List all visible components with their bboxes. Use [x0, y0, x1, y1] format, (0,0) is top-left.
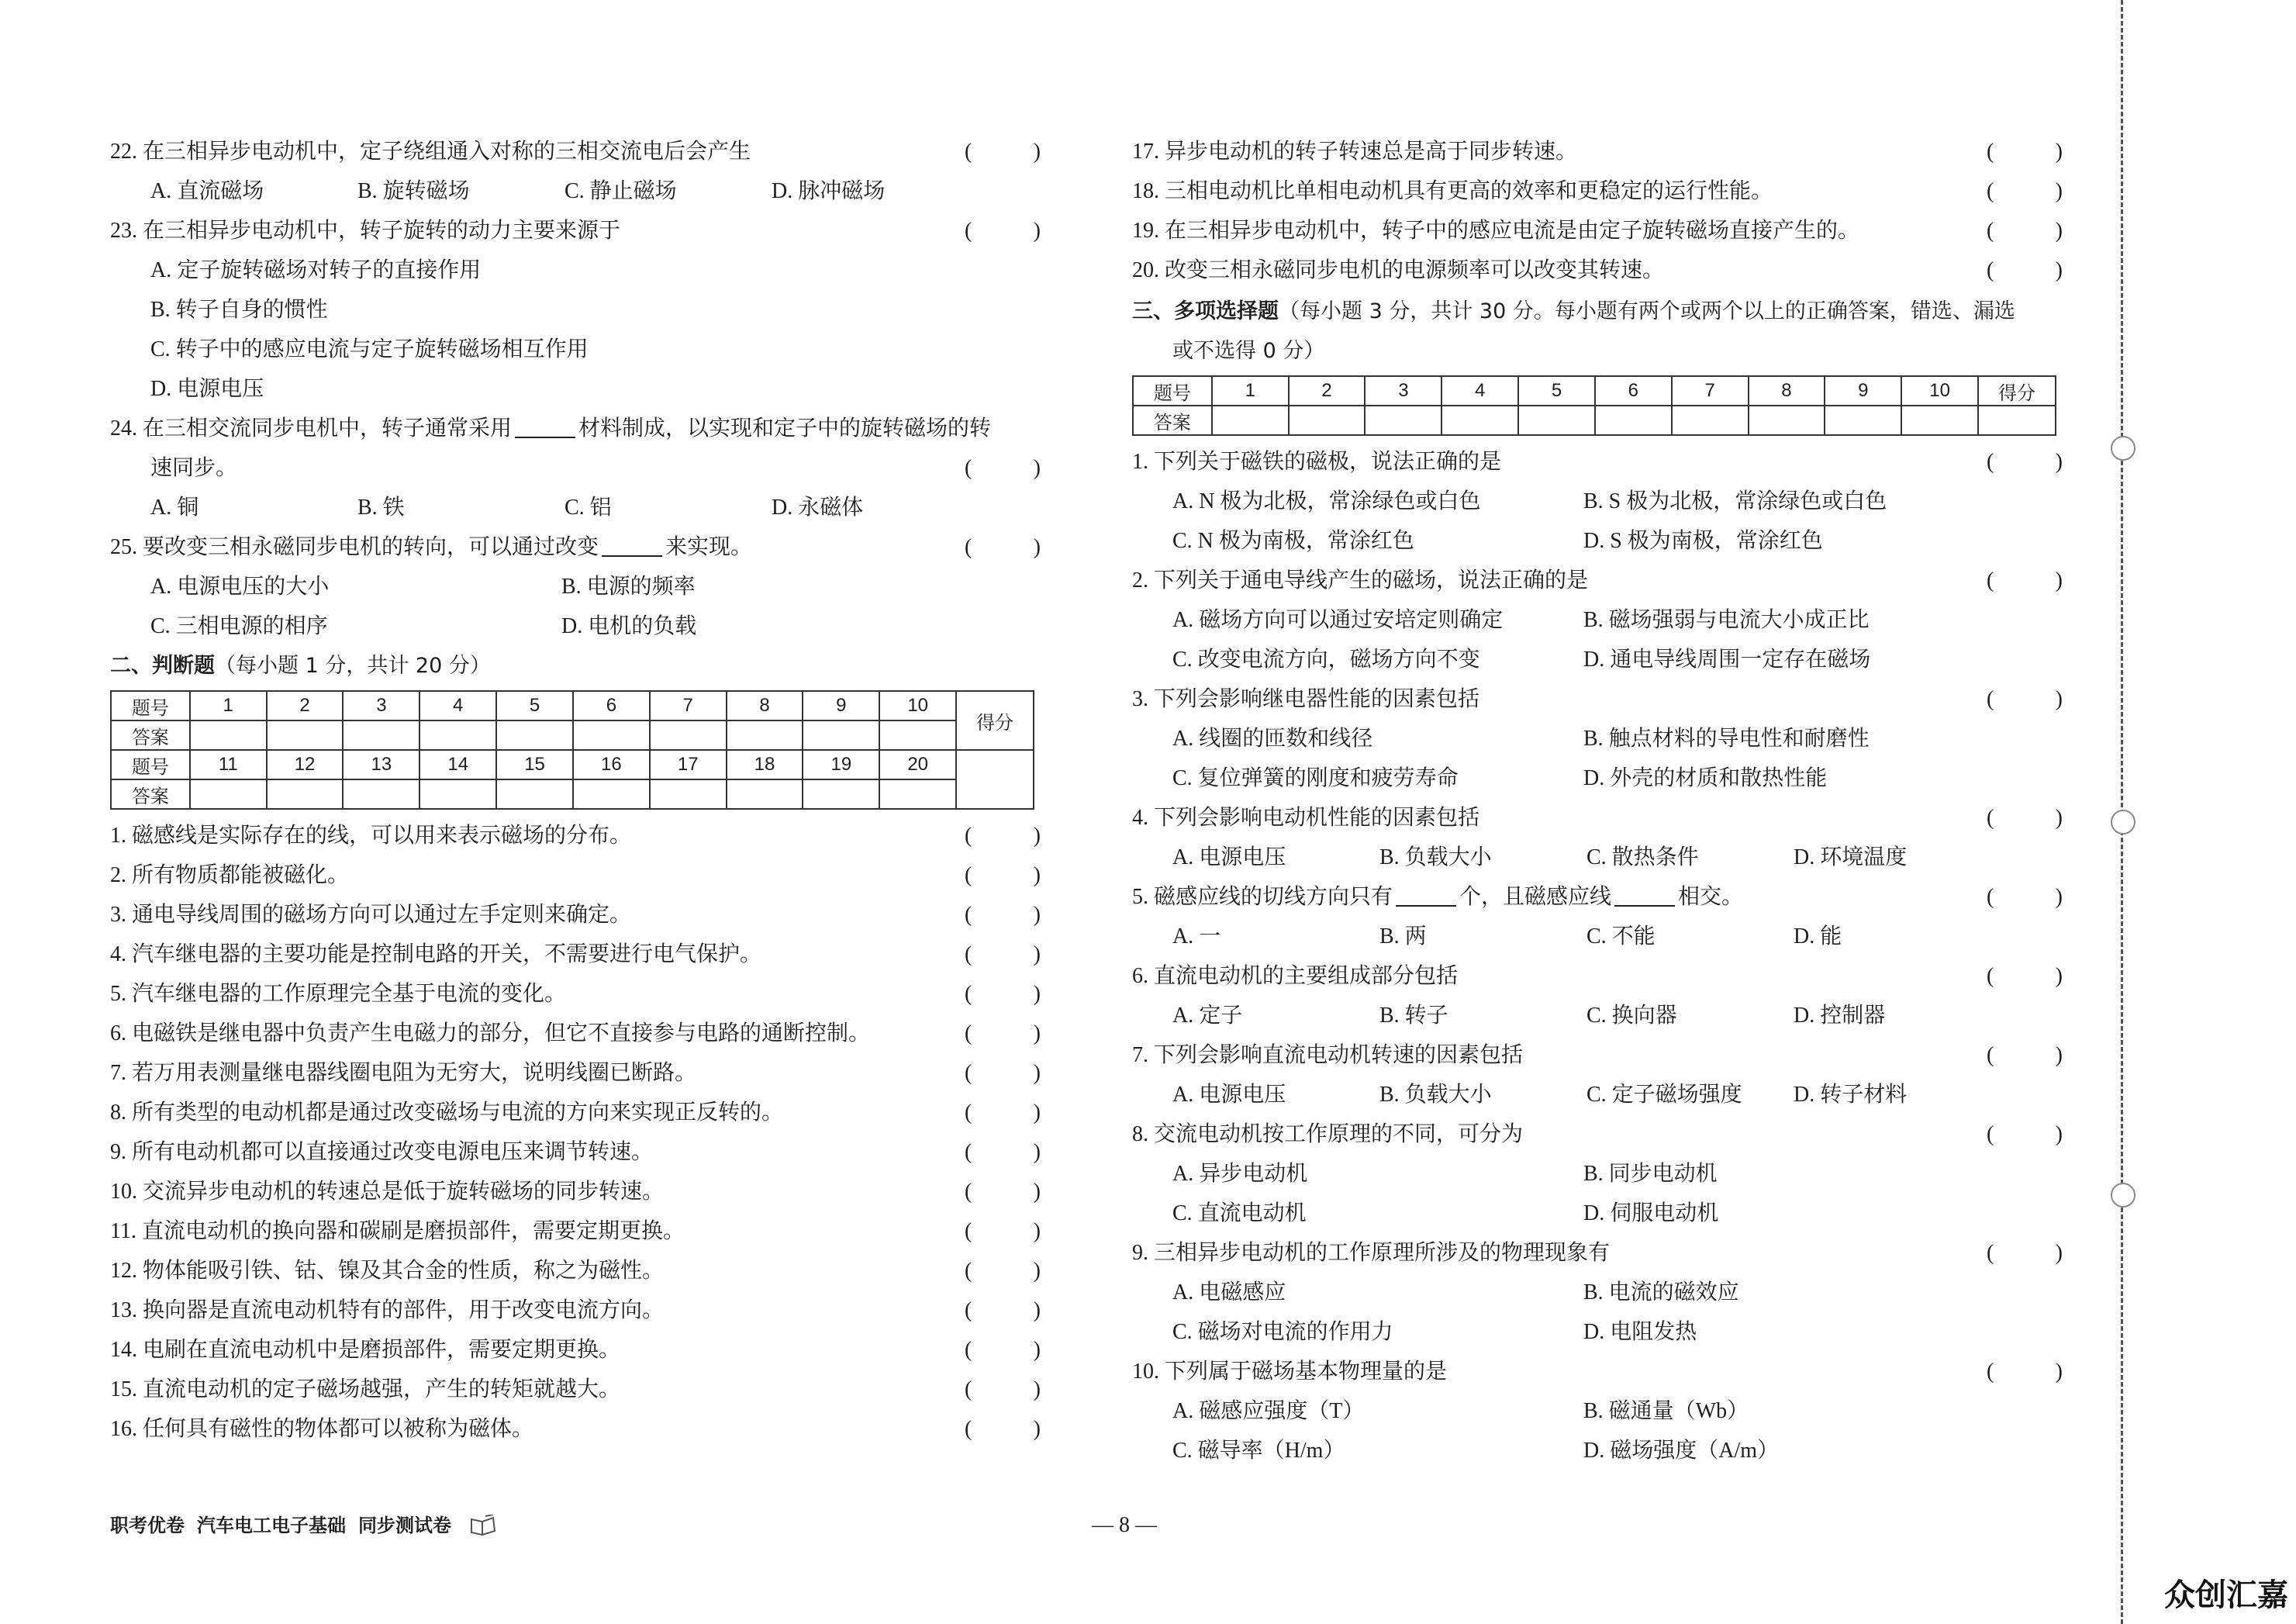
statement-text: 10. 交流异步电动机的转速总是低于旋转磁场的同步转速。 — [110, 1180, 665, 1204]
statement-text: 6. 电磁铁是继电器中负责产生电磁力的部分，但它不直接参与电路的通断控制。 — [110, 1021, 871, 1045]
option: C. 不能 — [1586, 924, 1656, 948]
option: C. 复位弹簧的刚度和疲劳寿命 — [1172, 766, 1459, 790]
statement-text: 4. 汽车继电器的主要功能是控制电路的开关，不需要进行电气保护。 — [110, 942, 762, 966]
footer-series: 职考优卷 — [110, 1515, 185, 1536]
option: C. 换向器 — [1586, 1004, 1677, 1028]
answer-cell[interactable] — [419, 779, 496, 809]
true-false-item: 8. 所有类型的电动机都是通过改变磁场与电流的方向来实现正反转的。 ( ) — [110, 1101, 1041, 1125]
true-false-item: 14. 电刷在直流电动机中是磨损部件，需要定期更换。 ( ) — [110, 1338, 1041, 1362]
section-heading-line2: 或不选得 0 分） — [1172, 339, 1325, 363]
option: C. 三相电源的相序 — [150, 614, 328, 638]
fill-blank[interactable] — [1614, 882, 1675, 907]
true-false-item: 1. 磁感线是实际存在的线，可以用来表示磁场的分布。 ( ) — [110, 824, 1041, 848]
statement-text: 5. 汽车继电器的工作原理完全基于电流的变化。 — [110, 982, 567, 1006]
option: B. 电流的磁效应 — [1583, 1280, 1739, 1304]
mc-question-8: 8. 交流电动机按工作原理的不同，可分为 ( ) — [1132, 1122, 2063, 1146]
answer-cell[interactable] — [1901, 406, 1978, 435]
option: A. 铜 — [150, 496, 199, 520]
true-false-item: 7. 若万用表测量继电器线圈电阻为无穷大，说明线圈已断路。 ( ) — [110, 1061, 1041, 1085]
table-label: 答案 — [111, 779, 190, 809]
mc-question-1: 1. 下列关于磁铁的磁极，说法正确的是 ( ) — [1132, 450, 2063, 474]
score-cell[interactable] — [956, 750, 1034, 809]
option: D. 转子材料 — [1794, 1083, 1908, 1107]
statement-text: 7. 若万用表测量继电器线圈电阻为无穷大，说明线圈已断路。 — [110, 1061, 697, 1085]
options-row — [1132, 600, 2063, 640]
option: B. 负载大小 — [1379, 845, 1492, 869]
option: A. N 极为北极，常涂绿色或白色 — [1172, 489, 1481, 513]
true-false-item: 11. 直流电动机的换向器和碳刷是磨损部件，需要定期更换。 ( ) — [110, 1219, 1041, 1243]
true-false-item: 2. 所有物质都能被磁化。 ( ) — [110, 863, 1041, 887]
option: B. 磁通量（Wb） — [1583, 1399, 1749, 1423]
true-false-item: 6. 电磁铁是继电器中负责产生电磁力的部分，但它不直接参与电路的通断控制。 ( ) — [110, 1021, 1041, 1045]
answer-cell[interactable] — [1365, 406, 1441, 435]
true-false-item: 17. 异步电动机的转子转速总是高于同步转速。 ( ) — [1132, 140, 2063, 164]
options-row — [1132, 758, 2063, 798]
option: A. 线圈的匝数和线径 — [1172, 727, 1373, 751]
mc-question-7: 7. 下列会影响直流电动机转速的因素包括 ( ) — [1132, 1043, 2063, 1067]
options-row — [1132, 1194, 2063, 1233]
option: D. 电机的负载 — [561, 614, 697, 638]
left-column — [110, 132, 1041, 1449]
true-false-answer-table: 题号 1 2 3 4 5 6 7 8 9 10 得分 答案 题号 11 12 13 14 15 16 17 18 19 20 答案 — [110, 690, 1034, 810]
question-23: 23. 在三相异步电动机中，转子旋转的动力主要来源于 ( ) — [110, 219, 1041, 243]
answer-cell[interactable] — [727, 779, 803, 809]
binding-mark-circle — [2111, 810, 2135, 834]
statement-text: 18. 三相电动机比单相电动机具有更高的效率和更稳定的运行性能。 — [1132, 179, 1773, 203]
statement-text: 11. 直流电动机的换向器和碳刷是磨损部件，需要定期更换。 — [110, 1219, 685, 1243]
option: D. 外壳的材质和散热性能 — [1583, 766, 1828, 790]
options-row — [1132, 1075, 2063, 1114]
option: A. 磁感应强度（T） — [1172, 1399, 1365, 1423]
options-row — [1132, 1391, 2063, 1431]
option: A. 一 — [1172, 924, 1221, 948]
footer-type: 同步测试卷 — [358, 1515, 451, 1536]
option: B. 转子 — [1379, 1004, 1448, 1028]
option: A. 电源电压 — [1172, 1083, 1286, 1107]
options-row — [1132, 640, 2063, 679]
true-false-item: 4. 汽车继电器的主要功能是控制电路的开关，不需要进行电气保护。 ( ) — [110, 942, 1041, 966]
option: B. 同步电动机 — [1583, 1162, 1718, 1186]
option: C. 转子中的感应电流与定子旋转磁场相互作用 — [150, 337, 589, 361]
option: D. 伺服电动机 — [1583, 1201, 1719, 1225]
answer-cell[interactable] — [343, 720, 419, 750]
option: D. 磁场强度（A/m） — [1583, 1439, 1780, 1463]
option: D. 环境温度 — [1794, 845, 1908, 869]
mc-question-4: 4. 下列会影响电动机性能的因素包括 ( ) — [1132, 806, 2063, 830]
fill-blank[interactable] — [602, 532, 662, 557]
answer-cell[interactable] — [1595, 406, 1672, 435]
answer-cell[interactable] — [727, 720, 803, 750]
statement-text: 19. 在三相异步电动机中，转子中的感应电流是由定子旋转磁场直接产生的。 — [1132, 219, 1860, 243]
statement-text: 16. 任何具有磁性的物体都可以被称为磁体。 — [110, 1417, 534, 1441]
options-row — [1132, 482, 2063, 521]
option: B. 旋转磁场 — [357, 179, 470, 203]
true-false-item: 19. 在三相异步电动机中，转子中的感应电流是由定子旋转磁场直接产生的。 ( ) — [1132, 219, 2063, 243]
options-row — [1132, 719, 2063, 758]
option: D. 控制器 — [1794, 1004, 1886, 1028]
answer-cell[interactable] — [573, 720, 650, 750]
question-text: 23. 在三相异步电动机中，转子旋转的动力主要来源于 — [110, 219, 621, 243]
option: A. 电源电压 — [1172, 845, 1286, 869]
answer-cell[interactable] — [496, 720, 573, 750]
option: B. 铁 — [357, 496, 405, 520]
footer-subject: 汽车电工电子基础 — [197, 1515, 346, 1536]
option: A. 异步电动机 — [1172, 1162, 1308, 1186]
answer-cell[interactable] — [496, 779, 573, 809]
true-false-item: 5. 汽车继电器的工作原理完全基于电流的变化。 ( ) — [110, 982, 1041, 1006]
options-row — [1132, 1273, 2063, 1312]
score-cell[interactable] — [1978, 406, 2056, 435]
right-column — [1132, 132, 2063, 1470]
options-row — [110, 171, 1041, 211]
option: C. 散热条件 — [1586, 845, 1699, 869]
options-row — [110, 488, 1041, 527]
true-false-item: 13. 换向器是直流电动机特有的部件，用于改变电流方向。 ( ) — [110, 1298, 1041, 1322]
answer-cell[interactable] — [1212, 406, 1289, 435]
statement-text: 9. 所有电动机都可以直接通过改变电源电压来调节转速。 — [110, 1140, 654, 1164]
true-false-list-continued — [1132, 132, 2063, 290]
option: B. 触点材料的导电性和耐磨性 — [1583, 727, 1870, 751]
statement-text: 13. 换向器是直流电动机特有的部件，用于改变电流方向。 — [110, 1298, 665, 1322]
answer-cell[interactable] — [650, 720, 727, 750]
table-label: 答案 — [111, 720, 190, 750]
statement-text: 20. 改变三相永磁同步电机的电源频率可以改变其转速。 — [1132, 258, 1665, 282]
option: D. 通电导线周围一定存在磁场 — [1583, 648, 1871, 672]
answer-cell[interactable] — [1672, 406, 1749, 435]
option: C. 磁场对电流的作用力 — [1172, 1320, 1393, 1344]
options-row — [1132, 521, 2063, 561]
statement-text: 2. 所有物质都能被磁化。 — [110, 863, 350, 887]
option: B. 负载大小 — [1379, 1083, 1492, 1107]
statement-text: 17. 异步电动机的转子转速总是高于同步转速。 — [1132, 140, 1578, 164]
answer-cell[interactable] — [803, 720, 879, 750]
question-text: 22. 在三相异步电动机中，定子绕组通入对称的三相交流电后会产生 — [110, 140, 751, 164]
options-row — [1132, 996, 2063, 1035]
answer-cell[interactable] — [1289, 406, 1366, 435]
option: B. 两 — [1379, 924, 1427, 948]
true-false-item: 10. 交流异步电动机的转速总是低于旋转磁场的同步转速。 ( ) — [110, 1180, 1041, 1204]
true-false-item: 20. 改变三相永磁同步电机的电源频率可以改变其转速。 ( ) — [1132, 258, 2063, 282]
mc-question-9: 9. 三相异步电动机的工作原理所涉及的物理现象有 ( ) — [1132, 1241, 2063, 1265]
mc-question-2: 2. 下列关于通电导线产生的磁场，说法正确的是 ( ) — [1132, 568, 2063, 593]
option: A. 直流磁场 — [150, 179, 264, 203]
binding-mark-circle — [2111, 1183, 2135, 1208]
options-row — [1132, 1431, 2063, 1470]
watermark-logo: 众创汇嘉 — [2164, 1577, 2288, 1613]
score-label: 得分 — [1978, 376, 2056, 406]
book-icon — [470, 1515, 496, 1536]
section-heading-multiple-choice: 三、多项选择题（每小题 3 分，共计 30 分。每小题有两个或两个以上的正确答案，错选、漏选 — [1132, 299, 2015, 323]
question-25: 25. 要改变三相永磁同步电机的转向，可以通过改变 来实现。 ( ) — [110, 527, 1041, 567]
statement-text: 3. 通电导线周围的磁场方向可以通过左手定则来确定。 — [110, 903, 632, 927]
options-row — [110, 567, 1041, 606]
answer-cell[interactable] — [650, 779, 727, 809]
option: C. 改变电流方向，磁场方向不变 — [1172, 648, 1480, 672]
option: D. 电源电压 — [150, 377, 264, 401]
answer-cell[interactable] — [190, 720, 267, 750]
option: D. 脉冲磁场 — [772, 179, 886, 203]
option: C. 磁导率（H/m） — [1172, 1439, 1345, 1463]
options-row — [1132, 1312, 2063, 1352]
option: A. 定子旋转磁场对转子的直接作用 — [150, 258, 482, 282]
true-false-item: 15. 直流电动机的定子磁场越强，产生的转矩就越大。 ( ) — [110, 1377, 1041, 1401]
footer — [110, 1510, 509, 1541]
mc-question-10: 10. 下列属于磁场基本物理量的是 ( ) — [1132, 1360, 2063, 1384]
statement-text: 15. 直流电动机的定子磁场越强，产生的转矩就越大。 — [110, 1377, 621, 1401]
options-row — [1132, 1154, 2063, 1194]
answer-cell[interactable] — [267, 779, 344, 809]
question-22: 22. 在三相异步电动机中，定子绕组通入对称的三相交流电后会产生 ( ) — [110, 140, 1041, 164]
option: A. 电源电压的大小 — [150, 575, 330, 599]
option: D. 永磁体 — [772, 496, 864, 520]
true-false-item: 18. 三相电动机比单相电动机具有更高的效率和更稳定的运行性能。 ( ) — [1132, 179, 2063, 203]
answer-cell[interactable] — [803, 779, 879, 809]
option: C. 铝 — [565, 496, 612, 520]
answer-cell[interactable] — [879, 779, 956, 809]
question-24-line2: 速同步。 ( ) — [150, 456, 1041, 480]
option: C. 直流电动机 — [1172, 1201, 1307, 1225]
section-heading-true-false: 二、判断题（每小题 1 分，共计 20 分） — [110, 654, 491, 678]
mc-question-5: 5. 磁感应线的切线方向只有 个，且磁感应线 相交。 ( ) — [1132, 877, 2063, 917]
table-label: 答案 — [1133, 406, 1212, 435]
statement-text: 12. 物体能吸引铁、钴、镍及其合金的性质，称之为磁性。 — [110, 1259, 665, 1283]
table-label: 题号 — [111, 691, 190, 720]
option: D. S 极为南极，常涂红色 — [1583, 529, 1823, 553]
mc-question-3: 3. 下列会影响继电器性能的因素包括 ( ) — [1132, 687, 2063, 711]
option: B. S 极为北极，常涂绿色或白色 — [1583, 489, 1887, 513]
option: A. 定子 — [1172, 1004, 1243, 1028]
option: C. 静止磁场 — [565, 179, 677, 203]
answer-cell[interactable] — [573, 779, 650, 809]
options-row — [1132, 917, 2063, 956]
multiple-choice-answer-table: 题号 1 2 3 4 5 6 7 8 9 10 得分 答案 — [1132, 375, 2056, 436]
fill-blank[interactable] — [1396, 882, 1456, 907]
option: B. 转子自身的惯性 — [150, 298, 328, 322]
statement-text: 1. 磁感线是实际存在的线，可以用来表示磁场的分布。 — [110, 824, 632, 848]
true-false-item: 9. 所有电动机都可以直接通过改变电源电压来调节转速。 ( ) — [110, 1140, 1041, 1164]
answer-cell[interactable] — [1749, 406, 1825, 435]
answer-cell[interactable] — [419, 720, 496, 750]
table-label: 题号 — [1133, 376, 1212, 406]
fill-blank[interactable] — [515, 413, 575, 438]
true-false-item: 16. 任何具有磁性的物体都可以被称为磁体。 ( ) — [110, 1417, 1041, 1441]
options-row — [110, 606, 1041, 646]
option: C. N 极为南极，常涂红色 — [1172, 529, 1414, 553]
answer-cell[interactable] — [267, 720, 344, 750]
mc-question-6: 6. 直流电动机的主要组成部分包括 ( ) — [1132, 964, 2063, 988]
answer-cell[interactable] — [190, 779, 267, 809]
answer-cell[interactable] — [343, 779, 419, 809]
answer-cell[interactable] — [879, 720, 956, 750]
binding-mark-circle — [2111, 436, 2135, 461]
score-label: 得分 — [956, 691, 1034, 750]
statement-text: 14. 电刷在直流电动机中是磨损部件，需要定期更换。 — [110, 1338, 621, 1362]
option: D. 能 — [1794, 924, 1842, 948]
option: D. 电阻发热 — [1583, 1320, 1697, 1344]
option: B. 电源的频率 — [561, 575, 696, 599]
true-false-item: 12. 物体能吸引铁、钴、镍及其合金的性质，称之为磁性。 ( ) — [110, 1259, 1041, 1283]
answer-cell[interactable] — [1518, 406, 1595, 435]
option: A. 磁场方向可以通过安培定则确定 — [1172, 608, 1504, 632]
options-row — [1132, 838, 2063, 877]
option: B. 磁场强弱与电流大小成正比 — [1583, 608, 1870, 632]
true-false-list — [110, 816, 1041, 1449]
page-number: — 8 — — [1092, 1513, 1157, 1537]
table-label: 题号 — [111, 750, 190, 779]
answer-cell[interactable] — [1825, 406, 1901, 435]
true-false-item: 3. 通电导线周围的磁场方向可以通过左手定则来确定。 ( ) — [110, 903, 1041, 927]
option: A. 电磁感应 — [1172, 1280, 1286, 1304]
option: C. 定子磁场强度 — [1586, 1083, 1742, 1107]
statement-text: 8. 所有类型的电动机都是通过改变磁场与电流的方向来实现正反转的。 — [110, 1101, 784, 1125]
question-24: 24. 在三相交流同步电机中，转子通常采用 材料制成，以实现和定子中的旋转磁场的转 — [110, 409, 1041, 448]
answer-cell[interactable] — [1441, 406, 1518, 435]
